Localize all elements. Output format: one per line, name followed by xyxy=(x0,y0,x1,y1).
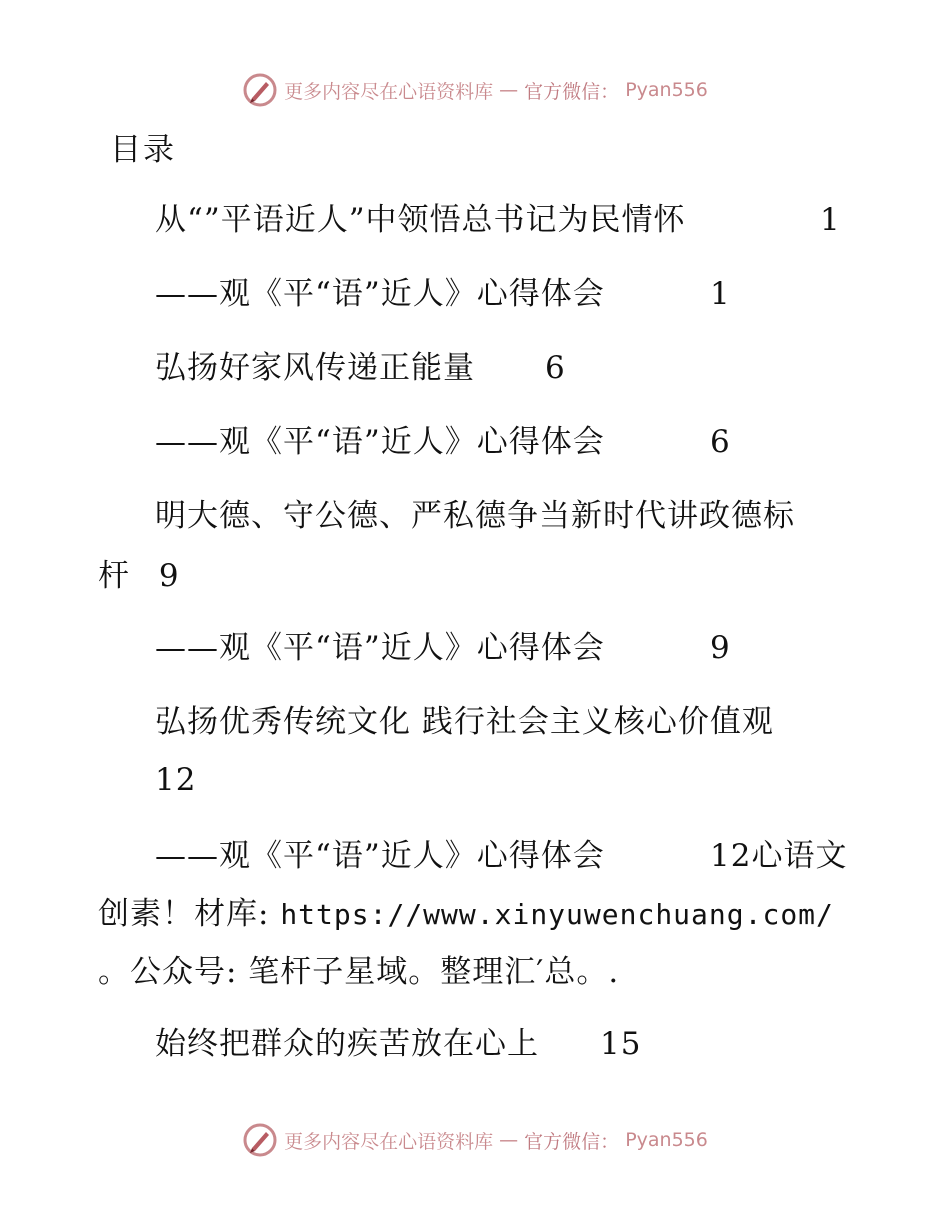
toc-entry-page: 15 xyxy=(600,1026,642,1062)
toc-entry[interactable] xyxy=(155,496,795,536)
toc-entry-text-cont: 杆 xyxy=(98,558,130,594)
toc-entry-text: ——观《平“语”近人》心得体会 xyxy=(155,424,605,460)
toc-title: 目录 xyxy=(110,132,176,168)
banner-main-text: 更多内容尽在心语资料库 xyxy=(284,80,494,103)
toc-entry-continuation xyxy=(98,556,180,596)
banner-account: Pyan556 xyxy=(625,79,708,101)
toc-entry[interactable] xyxy=(155,1024,642,1064)
banner-dash: — xyxy=(499,79,519,101)
toc-entry-text: 从“”平语近人”中领悟总书记为民情怀 xyxy=(155,202,686,238)
toc-entry-page: 6 xyxy=(545,350,566,386)
toc-entry[interactable] xyxy=(155,274,731,314)
banner-official-text: 官方微信： xyxy=(524,80,620,103)
toc-entry-page: 6 xyxy=(710,424,731,460)
footer-banner xyxy=(0,1120,950,1160)
toc-entry-text: 弘扬好家风传递正能量 xyxy=(155,350,475,386)
toc-entry-page: 1 xyxy=(820,202,841,238)
toc-entry-text: ——观《平“语”近人》心得体会 xyxy=(155,276,605,312)
banner-dash: — xyxy=(499,1129,519,1151)
pen-logo-icon xyxy=(242,1122,278,1158)
toc-entry[interactable] xyxy=(155,702,774,742)
toc-entry[interactable] xyxy=(155,628,731,668)
watermark-line-1 xyxy=(98,894,834,935)
pen-logo-icon xyxy=(242,72,278,108)
toc-entry-text: ——观《平“语”近人》心得体会 xyxy=(155,838,605,874)
toc-entry-page: 12 xyxy=(710,838,752,874)
watermark-text-b: 。公众号: 笔杆子星域。整理汇′总。. xyxy=(98,954,620,990)
toc-entry-page: 9 xyxy=(710,630,731,666)
banner-main-text: 更多内容尽在心语资料库 xyxy=(284,1130,494,1153)
toc-entry-text: 弘扬优秀传统文化 践行社会主义核心价值观 xyxy=(155,704,774,740)
watermark-text-a: 创素！材库: xyxy=(98,896,281,932)
toc-entry-page: 9 xyxy=(158,558,180,594)
toc-entry-page: 1 xyxy=(710,276,731,312)
toc-entry-text: 始终把群众的疾苦放在心上 xyxy=(155,1026,539,1062)
header-banner xyxy=(0,70,950,110)
toc-entry-text: ——观《平“语”近人》心得体会 xyxy=(155,630,605,666)
toc-entry[interactable] xyxy=(155,348,566,388)
banner-account: Pyan556 xyxy=(625,1129,708,1151)
watermark-line-2 xyxy=(98,952,619,992)
toc-entry-page-line xyxy=(155,760,196,800)
watermark-url[interactable]: https://www.xinyuwenchuang.com/ xyxy=(280,898,834,931)
toc-entry[interactable] xyxy=(155,836,848,876)
toc-entry-page-group xyxy=(710,836,847,876)
watermark-text-start: 心语文 xyxy=(751,838,848,874)
toc-entry-text: 明大德、守公德、严私德争当新时代讲政德标 xyxy=(155,498,795,534)
toc-entry-page: 12 xyxy=(155,762,197,798)
toc-entry[interactable] xyxy=(155,422,731,462)
toc-entry[interactable] xyxy=(155,200,841,240)
banner-official-text: 官方微信： xyxy=(524,1130,620,1153)
